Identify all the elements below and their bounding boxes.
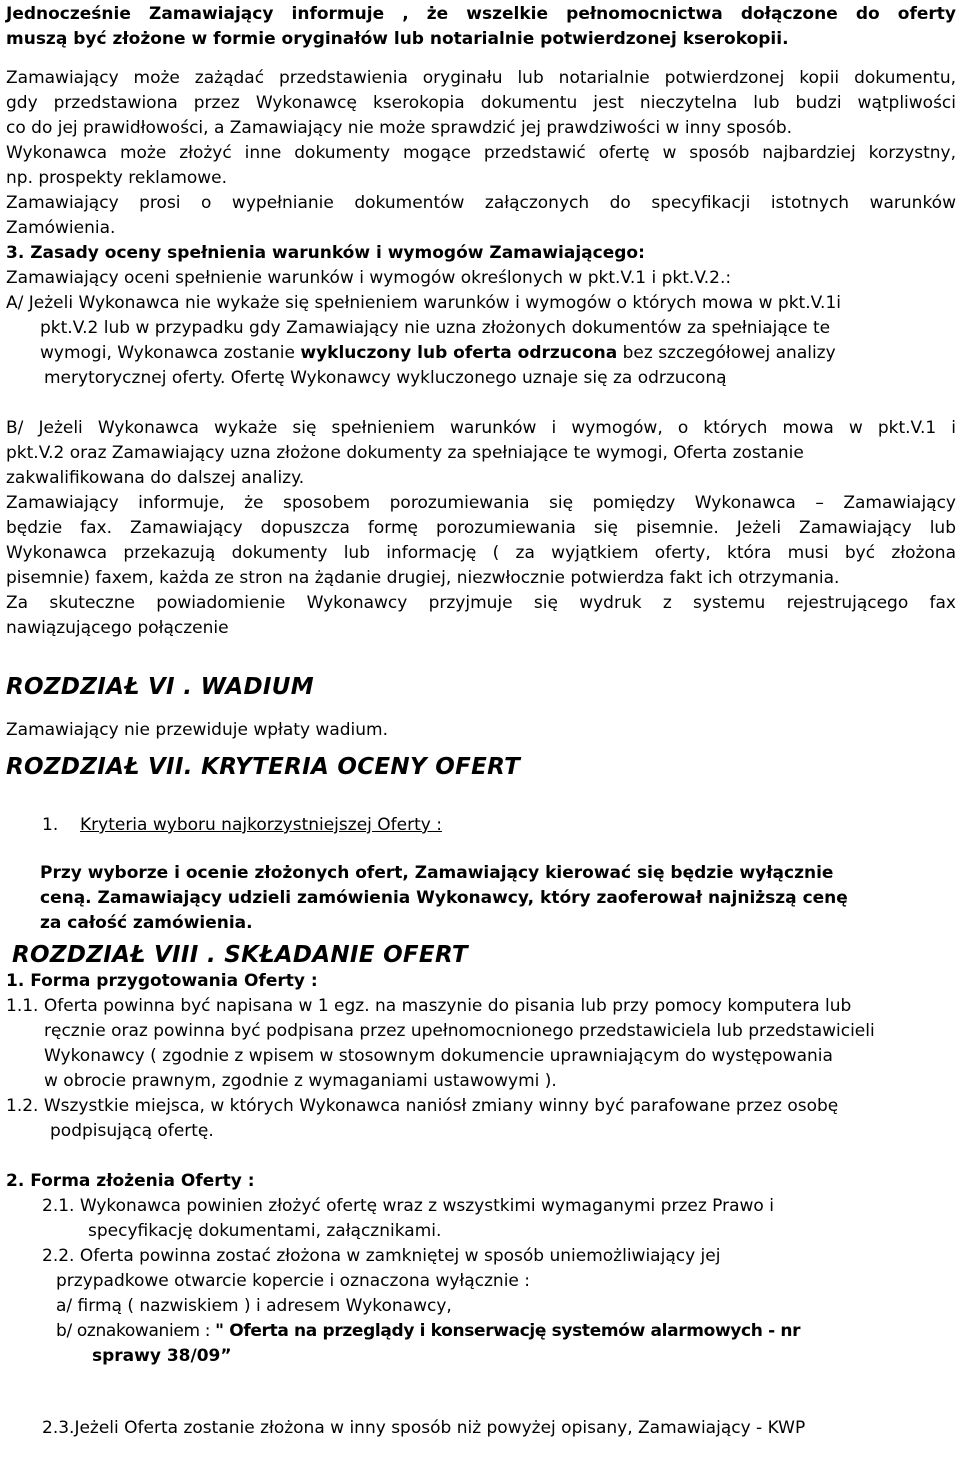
paragraph-line: co do jej prawidłowości, a Zamawiający nie może sprawdzić jej prawdziwości w inny sposób. (6, 118, 793, 138)
paragraph-line: pisemnie) faxem, każda ze stron na żądanie drugiej, niezwłocznie potwierdza fakt ich otrzymania. (6, 568, 840, 588)
chapter-heading-criteria: ROZDZIAŁ VII. KRYTERIA OCENY OFERT (6, 754, 521, 780)
paragraph-line: Wykonawca przekazują dokumenty lub informację ( za wyjątkiem oferty, która musi być złożona (6, 543, 956, 563)
paragraph-line: 2.2. Oferta powinna zostać złożona w zamkniętej w sposób uniemożliwiający jej (42, 1246, 721, 1266)
paragraph-line: Zamawiający może zażądać przedstawienia oryginału lub notarialnie potwierdzonej kopii dokumentu, (6, 68, 956, 88)
paragraph-line: podpisującą ofertę. (50, 1121, 214, 1141)
paragraph-line: Jednocześnie Zamawiający informuje , że wszelkie pełnomocnictwa dołączone do oferty (6, 4, 956, 24)
bold-text-span: wykluczony lub oferta odrzucona (300, 343, 618, 363)
paragraph-line: 1.2. Wszystkie miejsca, w których Wykonawca naniósł zmiany winny być parafowane przez osobę (6, 1096, 839, 1116)
paragraph-line: pkt.V.2 oraz Zamawiający uzna złożone dokumenty za spełniające te wymogi, Oferta zostanie (6, 443, 804, 463)
paragraph-line (56, 1323, 800, 1340)
paragraph-line: Za skuteczne powiadomienie Wykonawcy przyjmuje się wydruk z systemu rejestrującego fax (6, 593, 956, 613)
paragraph-line: A/ Jeżeli Wykonawca nie wykaże się spełnieniem warunków i wymogów o których mowa w pkt.V.1i (6, 293, 842, 313)
text-span: wymogi, Wykonawca zostanie (40, 343, 301, 363)
paragraph-line: B/ Jeżeli Wykonawca wykaże się spełnieniem warunków i wymogów, o których mowa w pkt.V.1 i (6, 418, 956, 438)
paragraph-line: specyfikację dokumentami, załącznikami. (88, 1221, 442, 1241)
paragraph-line: będzie fax. Zamawiający dopuszcza formę porozumiewania się pisemnie. Jeżeli Zamawiający lub (6, 518, 956, 538)
paragraph-line: gdy przedstawiona przez Wykonawcę kserokopia dokumentu jest nieczytelna lub budzi wątpliwości (6, 93, 956, 113)
paragraph-line: ręcznie oraz powinna być podpisana przez upełnomocnionego przedstawiciela lub przedstawicieli (44, 1021, 875, 1041)
paragraph-line: 2.3.Jeżeli Oferta zostanie złożona w inny sposób niż powyżej opisany, Zamawiający - KWP (42, 1418, 806, 1438)
paragraph-line: Wykonawcy ( zgodnie z wpisem w stosownym dokumencie uprawniającym do występowania (44, 1046, 833, 1066)
paragraph-line: a/ firmą ( nazwiskiem ) i adresem Wykonawcy, (56, 1296, 452, 1316)
paragraph-line: w obrocie prawnym, zgodnie z wymaganiami ustawowymi ). (44, 1071, 557, 1091)
paragraph-line: np. prospekty reklamowe. (6, 168, 228, 188)
section-heading: 1. Forma przygotowania Oferty : (6, 971, 318, 991)
paragraph-line: Zamówienia. (6, 218, 116, 238)
text-span: bez szczegółowej analizy (617, 343, 836, 363)
paragraph-line: muszą być złożone w formie oryginałów lub notarialnie potwierdzonej kserokopii. (6, 29, 789, 49)
underlined-subheading: Kryteria wyboru najkorzystniejszej Oferty : (80, 815, 442, 835)
list-item-number: 1. (42, 815, 59, 835)
chapter-heading-offers: ROZDZIAŁ VIII . SKŁADANIE OFERT (12, 942, 468, 968)
paragraph-line: przypadkowe otwarcie kopercie i oznaczona wyłącznie : (56, 1271, 531, 1291)
paragraph-line: pkt.V.2 lub w przypadku gdy Zamawiający nie uzna złożonych dokumentów za spełniające te (40, 318, 831, 338)
bold-text-span: " Oferta na przeglądy i konserwację systemów alarmowych - nr (215, 1321, 801, 1341)
paragraph-line: nawiązującego połączenie (6, 618, 229, 638)
paragraph-line: ceną. Zamawiający udzieli zamówienia Wykonawcy, który zaoferował najniższą cenę (40, 888, 848, 908)
chapter-heading-wadium: ROZDZIAŁ VI . WADIUM (6, 674, 314, 700)
section-heading: 2. Forma złożenia Oferty : (6, 1171, 255, 1191)
paragraph-line: merytorycznej oferty. Ofertę Wykonawcy wykluczonego uznaje się za odrzuconą (44, 368, 727, 388)
paragraph-line: 2.1. Wykonawca powinien złożyć ofertę wraz z wszystkimi wymaganymi przez Prawo i (42, 1196, 774, 1216)
paragraph-line: Wykonawca może złożyć inne dokumenty mogące przedstawić ofertę w sposób najbardziej korzystny, (6, 143, 956, 163)
paragraph-line: Przy wyborze i ocenie złożonych ofert, Zamawiający kierować się będzie wyłącznie (40, 863, 834, 883)
paragraph-line: 1.1. Oferta powinna być napisana w 1 egz. na maszynie do pisania lub przy pomocy komputera lub (6, 996, 852, 1016)
paragraph-line: za całość zamówienia. (40, 913, 253, 933)
paragraph-line: Zamawiający informuje, że sposobem porozumiewania się pomiędzy Wykonawca – Zamawiający (6, 493, 956, 513)
paragraph-line: Zamawiający oceni spełnienie warunków i wymogów określonych w pkt.V.1 i pkt.V.2.: (6, 268, 732, 288)
paragraph-line: sprawy 38/09” (92, 1346, 232, 1366)
section-heading: 3. Zasady oceny spełnienia warunków i wymogów Zamawiającego: (6, 243, 645, 263)
paragraph-line (40, 345, 836, 362)
paragraph-line: Zamawiający prosi o wypełnianie dokumentów załączonych do specyfikacji istotnych warunków (6, 193, 956, 213)
text-span: b/ oznakowaniem : (56, 1321, 216, 1341)
paragraph-line: zakwalifikowana do dalszej analizy. (6, 468, 305, 488)
paragraph-line: Zamawiający nie przewiduje wpłaty wadium. (6, 720, 388, 740)
